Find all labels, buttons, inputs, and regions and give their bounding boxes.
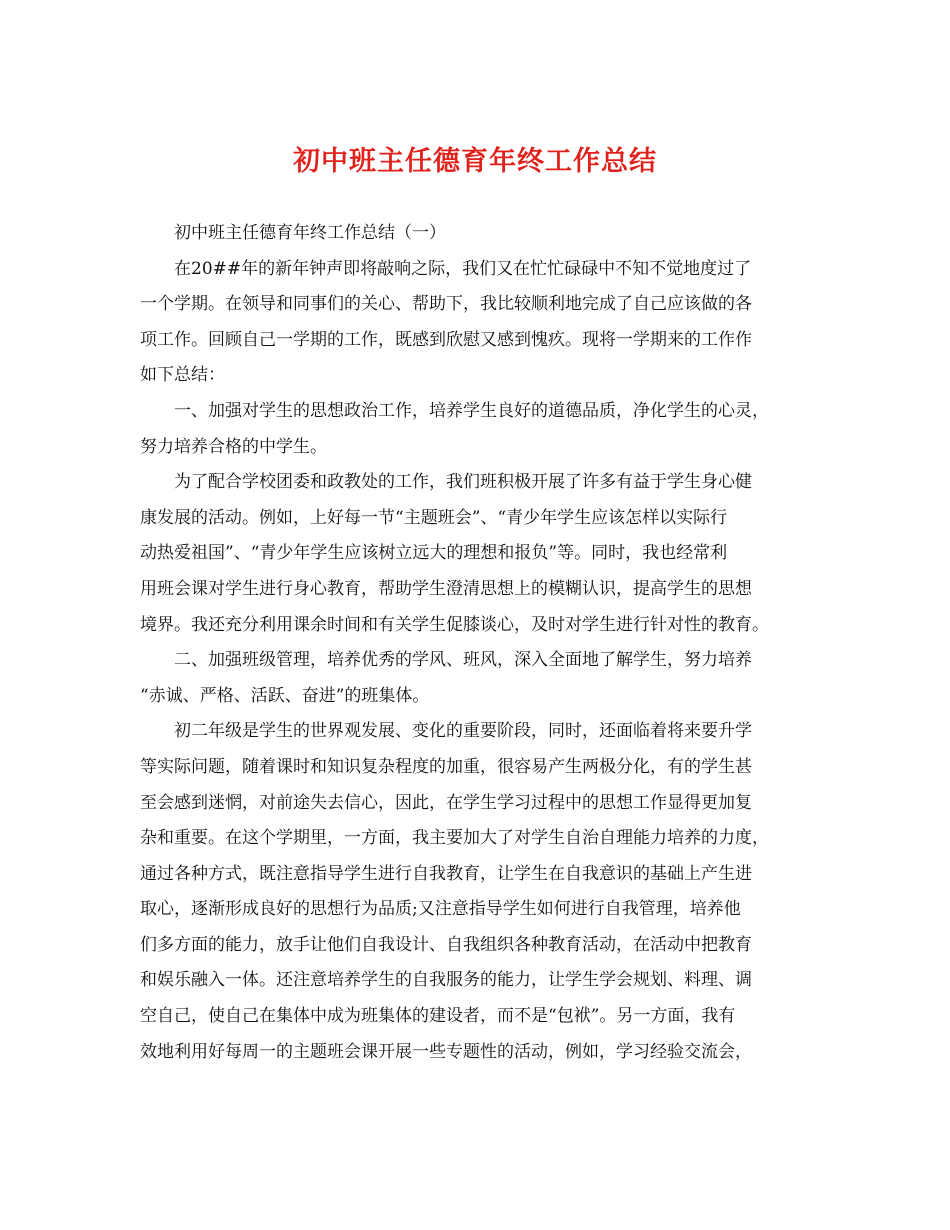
- text-line: 努力培养合格的中学生。: [140, 436, 327, 457]
- text-line: 和娱乐融入一体。还注意培养学生的自我服务的能力，让学生学会规划、料理、调: [140, 970, 752, 991]
- text-line: 至会感到迷惘，对前途失去信心，因此，在学生学习过程中的思想工作显得更加复: [140, 792, 752, 813]
- text-line: “赤诚、严格、活跃、奋进”的班集体。: [140, 685, 430, 706]
- text-line: 动热爱祖国”、“青少年学生应该树立远大的理想和报负”等。同时，我也经常利: [140, 543, 728, 564]
- text-line: 为了配合学校团委和政教处的工作，我们班积极开展了许多有益于学生身心健: [174, 472, 752, 493]
- text-line: 二、加强班级管理，培养优秀的学风、班风，深入全面地了解学生，努力培养: [174, 650, 752, 671]
- text-line: 在20##年的新年钟声即将敲响之际，我们又在忙忙碌碌中不知不觉地度过了: [174, 258, 752, 279]
- text-line: 杂和重要。在这个学期里，一方面，我主要加大了对学生自治自理能力培养的力度，: [140, 828, 769, 849]
- text-line: 空自己，使自己在集体中成为班集体的建设者，而不是“包袱”。另一方面，我有: [140, 1006, 736, 1027]
- text-line: 初中班主任德育年终工作总结（一）: [174, 223, 446, 243]
- text-line: 境界。我还充分利用课余时间和有关学生促膝谈心，及时对学生进行针对性的教育。: [140, 614, 769, 635]
- text-line: 效地利用好每周一的主题班会课开展一些专题性的活动，例如，学习经验交流会，: [140, 1041, 752, 1062]
- text-line: 们多方面的能力，放手让他们自我设计、自我组织各种教育活动，在活动中把教育: [140, 934, 752, 955]
- document-title: 初中班主任德育年终工作总结: [293, 146, 657, 177]
- text-line: 取心，逐渐形成良好的思想行为品质;又注意指导学生如何进行自我管理，培养他: [140, 899, 741, 920]
- text-line: 康发展的活动。例如，上好每一节“主题班会”、“青少年学生应该怎样以实际行: [140, 507, 728, 528]
- text-line: 等实际问题，随着课时和知识复杂程度的加重，很容易产生两极分化，有的学生甚: [140, 756, 752, 777]
- text-line: 一、加强对学生的思想政治工作，培养学生良好的道德品质，净化学生的心灵，: [174, 400, 769, 421]
- document-body: [140, 216, 820, 1070]
- text-line: 项工作。回顾自己一学期的工作，既感到欣慰又感到愧疚。现将一学期来的工作作: [140, 329, 752, 350]
- text-line: 初二年级是学生的世界观发展、变化的重要阶段，同时，还面临着将来要升学: [174, 721, 752, 742]
- text-line: 通过各种方式，既注意指导学生进行自我教育，让学生在自我意识的基础上产生进: [140, 863, 752, 884]
- text-line: 一个学期。在领导和同事们的关心、帮助下，我比较顺利地完成了自己应该做的各: [140, 294, 752, 315]
- text-line: 用班会课对学生进行身心教育，帮助学生澄清思想上的模糊认识，提高学生的思想: [140, 578, 752, 599]
- text-line: 如下总结：: [140, 365, 225, 386]
